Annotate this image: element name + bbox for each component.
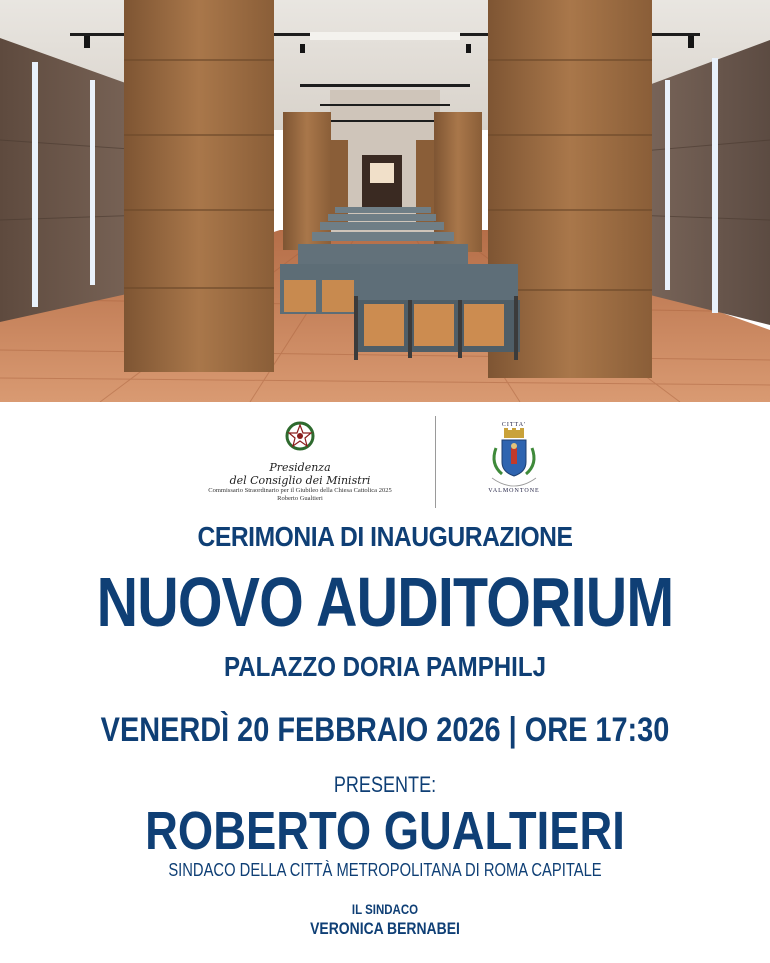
- citta-label: CITTA': [501, 422, 527, 428]
- logo-divider: [435, 416, 436, 508]
- event-kicker: CERIMONIA DI INAUGURAZIONE: [197, 521, 573, 552]
- guest-name: ROBERTO GUALTIERI: [145, 801, 625, 861]
- event-datetime: VENERDÌ 20 FEBBRAIO 2026 | ORE 17:30: [100, 711, 670, 749]
- guest-role: SINDACO DELLA CITTÀ METROPOLITANA DI ROMA CAPITALE: [168, 860, 602, 880]
- event-title: NUOVO AUDITORIUM: [96, 563, 674, 641]
- guest-label: PRESENTE:: [333, 772, 437, 797]
- presidenza-line2: del Consiglio dei Ministri: [229, 474, 371, 487]
- commissario-name: Roberto Gualtieri: [277, 495, 323, 502]
- presidenza-line1: Presidenza: [269, 461, 331, 474]
- valmontone-arc: VALMONTONE: [488, 488, 540, 494]
- presidenza-logo: [200, 416, 400, 511]
- italian-republic-emblem-icon: [283, 419, 317, 453]
- auditorium-photo: [0, 0, 770, 402]
- host-label: IL SINDACO: [351, 901, 419, 917]
- event-venue: PALAZZO DORIA PAMPHILJ: [224, 651, 546, 682]
- logos-bar: [0, 416, 770, 511]
- valmontone-logo: [482, 422, 546, 510]
- auditorium-illustration: [0, 0, 770, 402]
- commissario-caption: Commissario Straordinario per il Giubileo della Chiesa Cattolica 2025: [208, 487, 392, 494]
- host-name: VERONICA BERNABEI: [310, 919, 460, 938]
